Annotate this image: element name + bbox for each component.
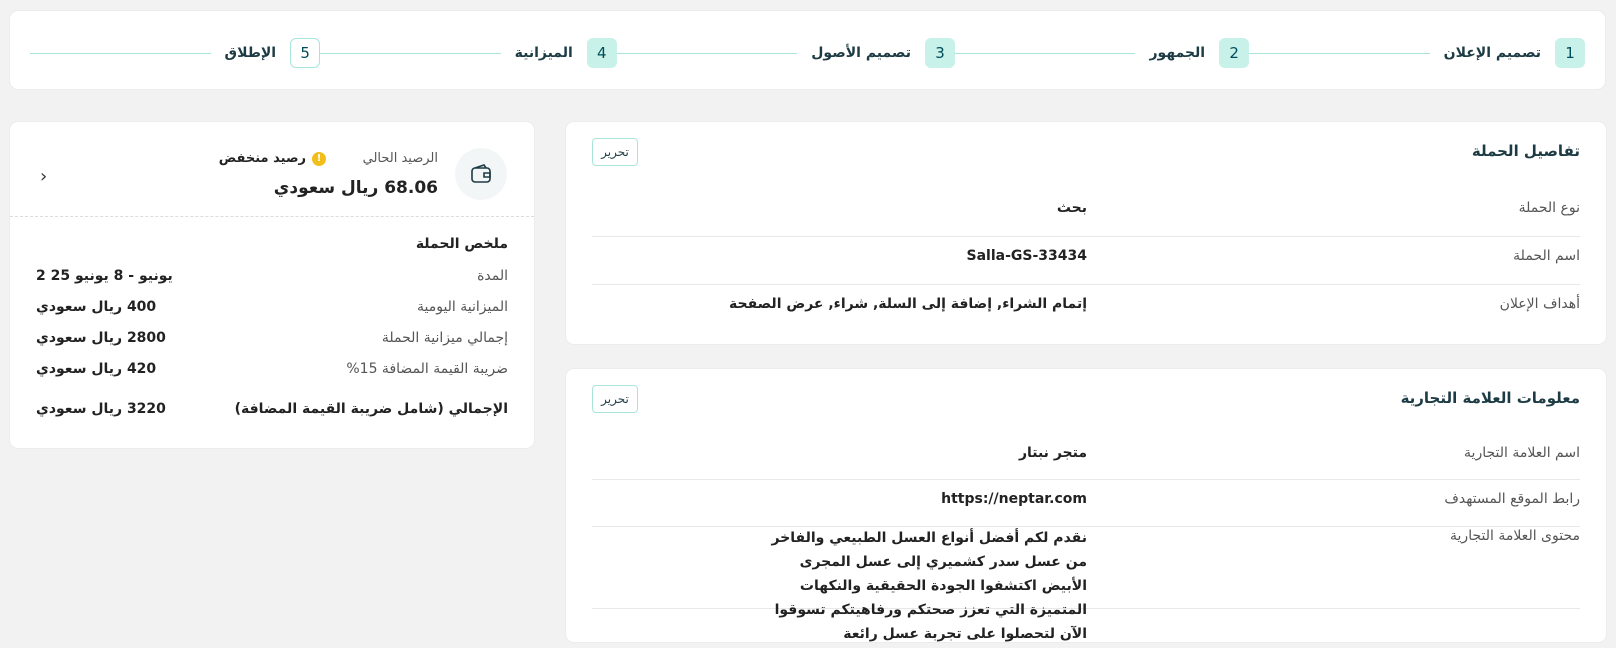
step-label: الجمهور [1149,45,1206,61]
brand-row-url [592,479,1580,527]
step-connector [320,53,501,54]
step-connector [1249,53,1430,54]
summary-value: يونيو - 8 يونيو 25 2 [36,268,173,284]
low-balance-badge [219,151,326,166]
detail-value: بحث [1056,200,1087,216]
brand-row-name [592,431,1580,480]
brand-value[interactable]: https://neptar.com [941,491,1087,507]
step-ad-design[interactable] [1430,38,1585,68]
campaign-summary-card [10,122,534,448]
summary-row-duration [36,268,508,284]
step-connector [617,53,798,54]
detail-label: أهداف الإعلان [1499,296,1580,312]
balance-value: 68.06 ريال سعودي [273,178,438,198]
brand-label: محتوى العلامة التجارية [1450,528,1580,544]
divider [10,216,534,217]
summary-value: 2800 ريال سعودي [36,330,166,346]
step-number: 2 [1219,38,1249,68]
step-number: 5 [290,38,320,68]
brand-label: اسم العلامة التجارية [1464,445,1580,461]
warning-icon: ! [312,152,326,166]
summary-label: الميزانية اليومية [416,299,508,315]
balance-label: الرصيد الحالي [362,151,438,166]
summary-row-grand-total [36,401,508,417]
summary-row-total-budget [36,330,508,346]
campaign-details-card [566,122,1606,344]
step-label: الميزانية [514,45,573,61]
edit-campaign-details-button[interactable]: تحرير [592,138,638,166]
summary-label: ضريبة القيمة المضافة 15% [346,361,508,377]
summary-title: ملخص الحملة [415,236,508,252]
step-connector [30,53,211,54]
edit-brand-info-button[interactable]: تحرير [592,385,638,413]
wallet-icon [455,148,507,200]
step-connector [955,53,1136,54]
step-number: 4 [587,38,617,68]
detail-label: اسم الحملة [1513,248,1580,264]
detail-value: إتمام الشراء, إضافة إلى السلة, شراء, عرض الصفحة [728,296,1087,312]
steps-track [30,37,1585,69]
step-label: تصميم الأصول [811,45,911,61]
summary-row-vat [36,361,508,377]
detail-row-campaign-type [592,188,1580,237]
brand-info-title: معلومات العلامة التجارية [1400,389,1580,407]
summary-value: 400 ريال سعودي [36,299,157,315]
step-assets-design[interactable] [797,38,955,68]
brand-label: رابط الموقع المستهدف [1444,491,1580,507]
step-launch[interactable] [211,38,321,68]
summary-label: الإجمالي (شامل ضريبة القيمة المضافة) [234,401,508,417]
brand-info-card [566,369,1606,642]
detail-label: نوع الحملة [1518,200,1580,216]
detail-row-ad-goals [592,284,1580,332]
step-label: تصميم الإعلان [1443,45,1541,61]
step-number: 3 [925,38,955,68]
campaign-details-title: تفاصيل الحملة [1471,142,1580,160]
summary-label: إجمالي ميزانية الحملة [381,330,508,346]
brand-value: نقدم لكم أفضل أنواع العسل الطبيعي والفاخر من عسل سدر كشميري إلى عسل المجرى الأبيض اكتشفوا الجودة الحقيقية والنكهات المتميزة التي تعزز صحتكم ورفاهيتكم تسوقوا الآن لتحصلوا على تجربة عسل رائعة [771,530,1087,642]
summary-label: المدة [477,268,508,284]
brand-value: متجر نبتار [1018,445,1087,461]
summary-value: 420 ريال سعودي [36,361,157,377]
detail-row-campaign-name [592,236,1580,285]
step-number: 1 [1555,38,1585,68]
campaign-stepper [10,11,1605,89]
summary-row-daily-budget [36,299,508,315]
detail-value: Salla-GS-33434 [966,248,1087,264]
chevron-left-icon[interactable]: ‹ [40,166,48,187]
step-budget[interactable] [501,38,617,68]
low-balance-text: رصيد منخفض [218,151,306,166]
brand-row-content [592,526,1580,642]
step-audience[interactable] [1135,38,1249,68]
summary-value: 3220 ريال سعودي [36,401,166,417]
step-label: الإطلاق [224,45,277,61]
